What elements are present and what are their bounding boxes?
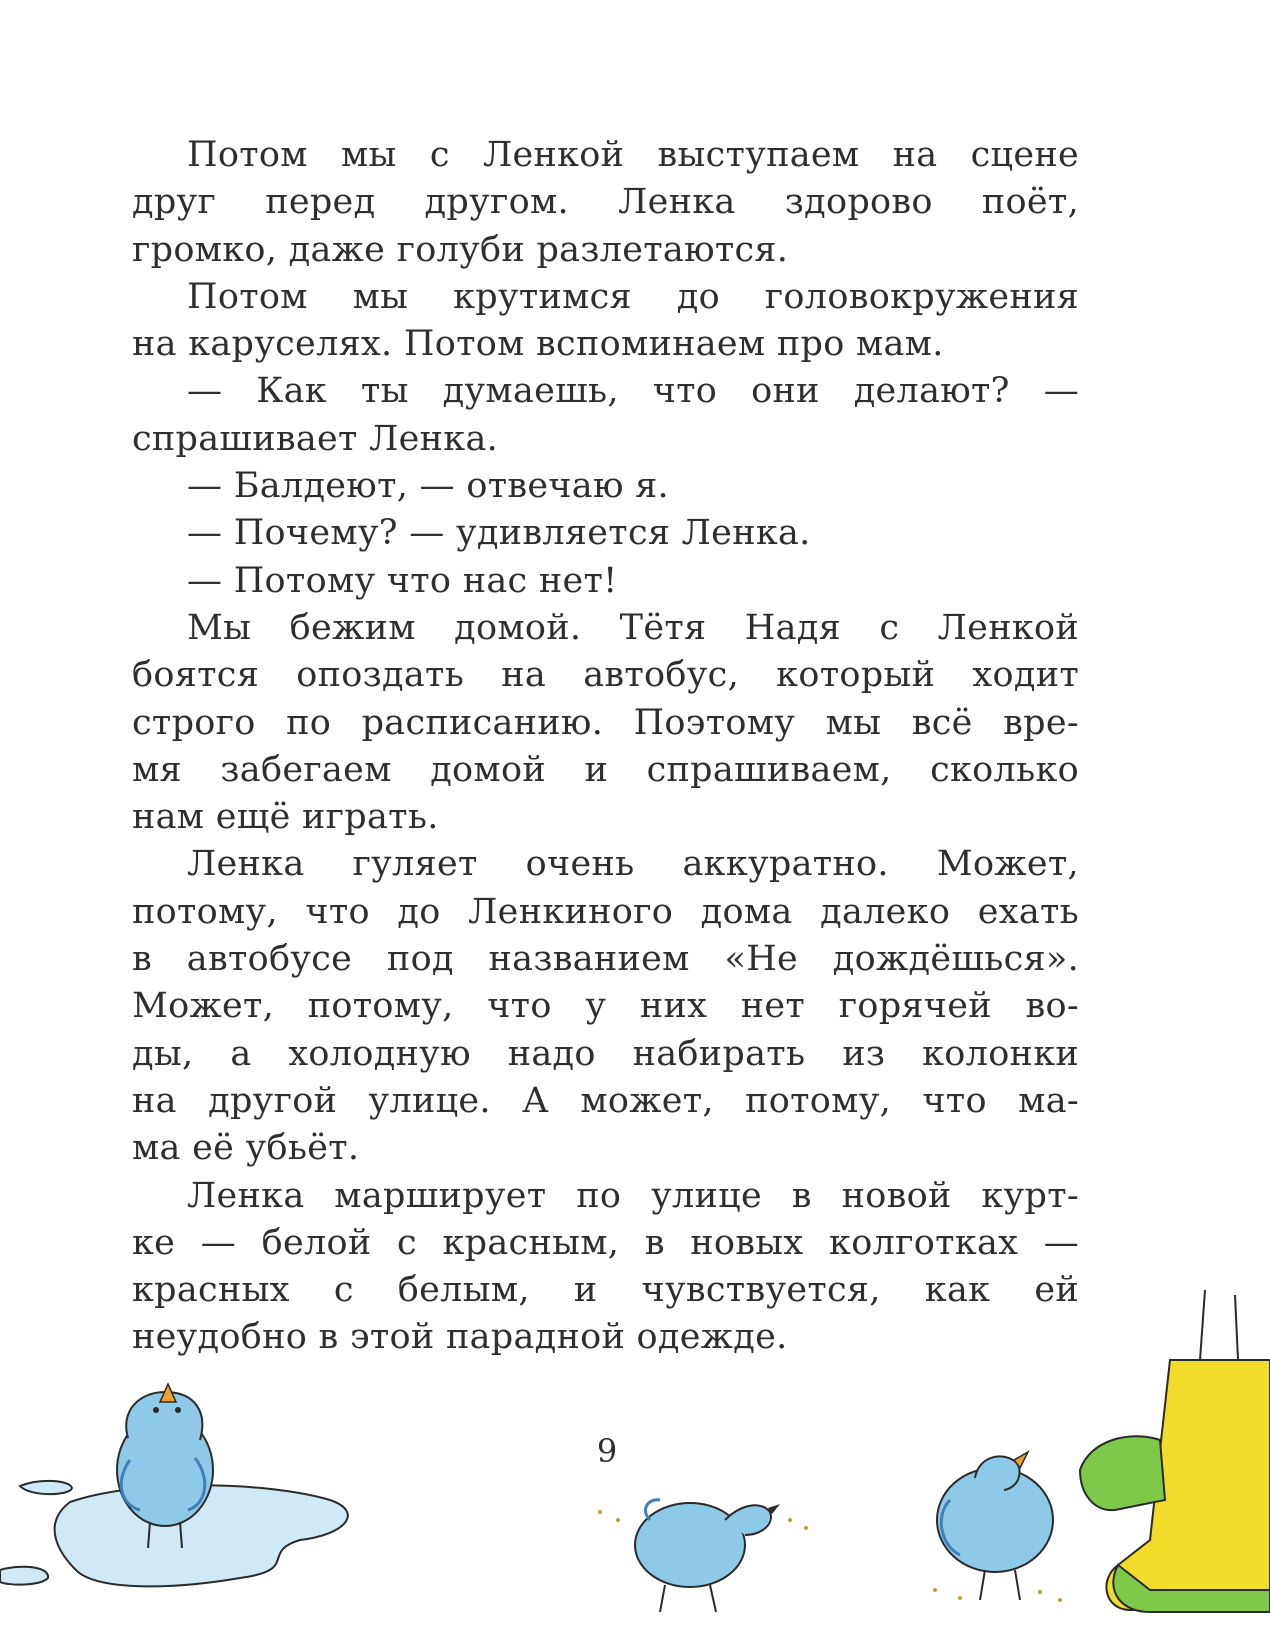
text-line: — Как ты думаешь, что они делают? — bbox=[187, 371, 1079, 412]
text-line: ды, а холодную надо набирать из колонки bbox=[132, 1033, 1079, 1074]
text-line: спрашивает Ленка. bbox=[132, 418, 499, 459]
text-line: на каруселях. Потом вспоминаем про мам. bbox=[132, 324, 944, 365]
text-line: неудобно в этой парадной одежде. bbox=[132, 1317, 788, 1358]
boot-icon bbox=[1080, 1290, 1270, 1612]
pigeon-icon bbox=[635, 1500, 780, 1612]
text-line: друг перед другом. Ленка здорово поёт, bbox=[132, 182, 1079, 223]
text-line: в автобусе под названием «Не дождёшься». bbox=[132, 939, 1079, 980]
text-line: Потом мы с Ленкой выступаем на сцене bbox=[187, 135, 1079, 175]
text-line: красных с белым, и чувствуется, как ей bbox=[132, 1270, 1079, 1311]
text-line: Мы бежим домой. Тётя Надя с Ленкой bbox=[187, 607, 1079, 648]
text-line: Ленка марширует по улице в новой курт- bbox=[187, 1175, 1079, 1216]
text-line: нам ещё играть. bbox=[132, 797, 439, 838]
text-line: Может, потому, что у них нет горячей во- bbox=[132, 986, 1079, 1027]
text-line: боятся опоздать на автобус, который ходит bbox=[132, 655, 1079, 696]
text-line: потому, что до Ленкиного дома далеко ехать bbox=[132, 891, 1079, 932]
pigeon-icon bbox=[937, 1452, 1053, 1600]
text-line: мя забегаем домой и спрашиваем, сколько bbox=[132, 749, 1079, 790]
text-line: — Почему? — удивляется Ленка. bbox=[187, 513, 811, 554]
text-line: ке — белой с красным, в новых колготках — bbox=[132, 1222, 1079, 1263]
text-line: — Балдеют, — отвечаю я. bbox=[187, 466, 669, 507]
text-line: ма её убьёт. bbox=[132, 1128, 360, 1169]
text-line: Ленка гуляет очень аккуратно. Может, bbox=[187, 844, 1079, 885]
text-line: на другой улице. А может, потому, что ма- bbox=[132, 1080, 1079, 1121]
text-line: громко, даже голуби разлетаются. bbox=[132, 229, 789, 270]
text-line: строго по расписанию. Поэтому мы всё вре- bbox=[132, 702, 1079, 743]
text-line: Потом мы крутимся до головокружения bbox=[187, 276, 1079, 317]
text-line: — Потому что нас нет! bbox=[187, 560, 618, 601]
page-number: 9 bbox=[596, 1432, 618, 1470]
